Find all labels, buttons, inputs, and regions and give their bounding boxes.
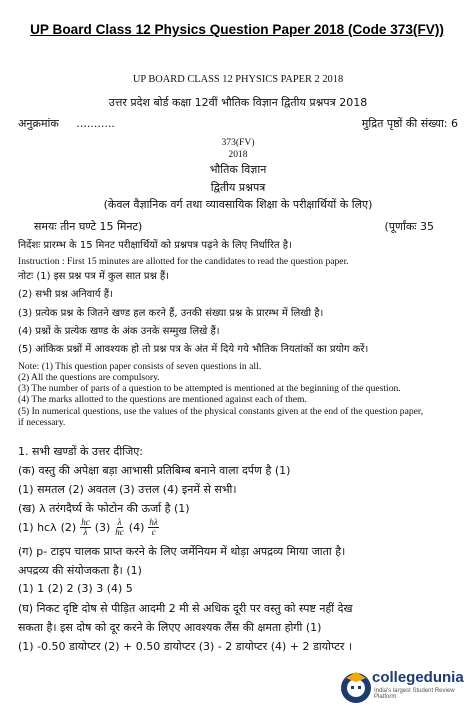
question-1: 1. सभी खण्डों के उत्तर दीजिए: (18, 445, 144, 458)
question-1b-options (18, 518, 458, 537)
instruction-hi: निर्देशः प्रारम्भ के 15 मिनट परीक्षार्थियों को प्रश्नपत्र पढ़ने के लिए निर्धारित है। (18, 240, 292, 251)
brand-name: collegedunia (372, 669, 464, 686)
note-hi-2: (2) सभी प्रश्न अनिवार्य हैं। (18, 289, 113, 300)
note-en-5: (5) In numerical questions, use the values of the physical constants given at the end of the question paper, (18, 406, 424, 417)
note-en-1: Note: (1) This question paper consists of seven questions in all. (18, 361, 262, 372)
question-1a: (क) वस्तु की अपेक्षा बड़ा आभासी प्रतिबिम्ब बनाने वाला दर्पण है (1) (18, 464, 291, 477)
brand-tagline: India's largest Student Review Platform (374, 688, 455, 700)
question-1d-line-2: सकता है। इस दोष को दूर करने के लिएए आवश्यक लैंस की क्षमता होगी (1) (18, 621, 322, 634)
eligibility-note: (केवल वैज्ञानिक वर्ग तथा व्यावसायिक शिक्षा के परीक्षार्थियों के लिए) (103, 198, 373, 211)
question-1c-options: (1) 1 (2) 2 (3) 3 (4) 5 (18, 582, 133, 595)
question-1d-options: (1) -0.50 डायोप्टर (2) + 0.50 डायोप्टर (3) - 2 डायोप्टर (4) + 2 डायोप्टर । (18, 640, 353, 653)
option-1b-4-fraction (148, 518, 158, 537)
instruction-en: Instruction : First 15 minutes are allotted for the candidates to read the question paper. (18, 256, 349, 267)
roll-label: अनुक्रमांक (18, 117, 59, 130)
note-en-3: (3) The number of parts of a question to be attempted is mentioned at the beginning of the question. (18, 383, 401, 394)
option-1b-4-label: (4) (128, 521, 145, 534)
option-1b-1: (1) hcλ (18, 521, 57, 534)
subject-name: भौतिक विज्ञान (209, 163, 267, 176)
note-en-2: (2) All the questions are compulsory. (18, 372, 160, 383)
paper-title-en: UP BOARD CLASS 12 PHYSICS PAPER 2 2018 (132, 74, 344, 85)
note-en-4: (4) The marks allotted to the questions are mentioned against each of them. (18, 394, 307, 405)
option-1b-2-label: (2) (60, 521, 77, 534)
time-allowed: समयः तीन घण्टे 15 मिनट) (34, 220, 143, 233)
paper-code: 373(FV) (221, 137, 255, 148)
fraction-denominator: λ (83, 527, 88, 537)
printed-pages: मुद्रित पृष्ठों की संख्या: 6 (361, 117, 458, 130)
fraction-denominator: c (151, 527, 156, 537)
fraction-numerator: hc (81, 517, 90, 527)
max-marks: (पूर्णांकः 35 (384, 220, 434, 233)
paper-title-hi: उत्तर प्रदेश बोर्ड कक्षा 12वीं भौतिक विज्ञान द्वितीय प्रश्नपत्र 2018 (108, 96, 368, 109)
question-1c-line-2: अपद्रव्य की संयोजकता है। (1) (18, 564, 142, 577)
question-1b: (ख) λ तरंगदैर्घ्य के फोटोन की ऊर्जा है (1) (18, 502, 190, 515)
roll-number (18, 116, 115, 131)
question-1a-options: (1) समतल (2) अवतल (3) उत्तल (4) इनमें से सभी। (18, 483, 237, 496)
note-en-6: if necessary. (18, 417, 66, 428)
question-1c-line-1: (ग) p- टाइप चालक प्राप्त करने के लिए जर्मेनियम में थोड़ा अपद्रव्य मिाया जाता है। (18, 545, 346, 558)
fraction-denominator: hc (115, 527, 124, 537)
question-1d-line-1: (घ) निकट दृष्टि दोष से पीड़ित आदमी 2 मी से अधिक दूरी पर वस्तु को स्पष्ट नहीं देख (18, 602, 353, 615)
paper-year: 2018 (228, 149, 248, 160)
option-1b-2-fraction (80, 518, 91, 537)
note-hi-4: (4) प्रश्नों के प्रत्येक खण्ड के अंक उनके सम्मुख लिखे हैं। (18, 326, 220, 337)
option-1b-3-label: (3) (94, 521, 111, 534)
time-marks-row (34, 219, 434, 234)
fraction-numerator: λ (117, 517, 122, 527)
fraction-numerator: hλ (149, 517, 158, 527)
option-1b-3-fraction (114, 518, 125, 537)
note-hi-5: (5) आंकिक प्रश्नों में आवश्यक हो तो प्रश्न पत्र के अंत में दिये गये भौतिक नियतांकों का प्रयोग करें। (18, 344, 369, 355)
roll-dots: ........... (76, 117, 115, 130)
roll-pages-row (18, 116, 458, 131)
note-hi-1: नोटः (1) इस प्रश्न पत्र में कुल सात प्रश्न हैं। (18, 271, 169, 282)
page-title: UP Board Class 12 Physics Question Paper 2018 (Code 373(FV)) (30, 22, 444, 37)
note-hi-3: (3) प्रत्येक प्रश्न के जितने खण्ड हल करने हैं, उनकी संख्या प्रश्न के प्रारम्भ में लिखी है। (18, 308, 324, 319)
paper-number: द्वितीय प्रश्नपत्र (210, 181, 266, 194)
